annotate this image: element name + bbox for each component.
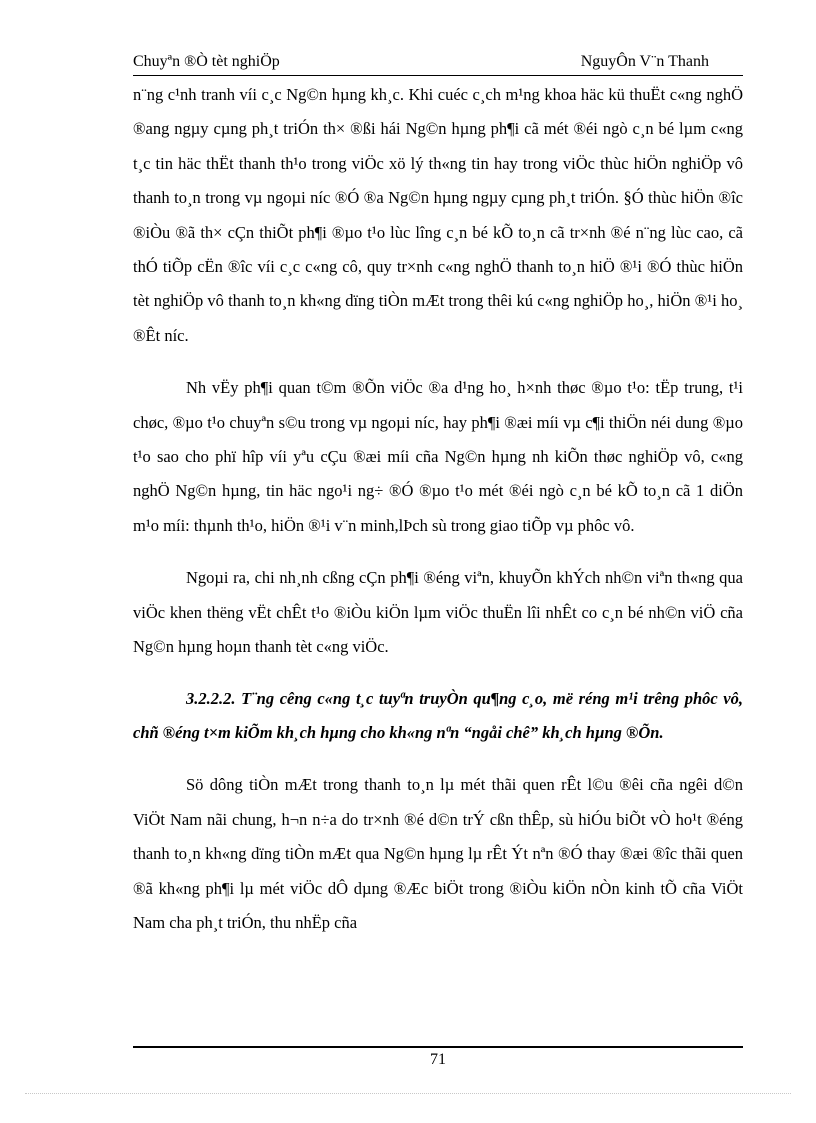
- page-number: 71: [430, 1051, 446, 1068]
- page-bottom-border: [25, 1093, 791, 1094]
- paragraph-1: n¨ng c¹nh tranh víi c¸c Ng©n hµng kh¸c. Khi cuéc c¸ch m¹ng khoa häc kü thuËt c«ng nghÖ ®ang ngµy cµng ph¸t triÓn th× ®ßi hái Ng©n hµng ph¶i cã mét ®éi ngò c¸n bé lµm c«ng t¸c tin häc thËt thanh th¹o trong viÖc xö lý th«ng tin hay trong viÖc thùc hiÖn nghiÖp vô thanh to¸n trong vµ ngoµi níc ®Ó ®a Ng©n hµng ngµy cµng ph¸t triÓn. §Ó thùc hiÖn ®îc ®iÒu ®ã th× cÇn thiÕt ph¶i ®µo t¹o lùc lîng c¸n bé kÕ to¸n cã tr×nh ®é n¨ng lùc cao, cã thÓ tiÕp cËn ®îc víi c¸c c«ng cô, quy tr×nh c«ng nghÖ thanh to¸n hiÖ ®¹i ®Ó thùc hiÖn tèt nghiÖp vô thanh to¸n kh«ng dïng tiÒn mÆt trong thêi kú c«ng nghiÖp ho¸, hiÖn ®¹i ho¸ ®Êt níc.: [133, 85, 743, 345]
- section-heading-3-2-2-2: 3.2.2.2. T¨ng cêng c«ng t¸c tuyªn truyÒn qu¶ng c¸o, më réng m¹i trêng phôc vô, chñ ®éng t×m kiÕm kh¸ch hµng cho kh«ng nªn “ngåi chê” kh¸ch hµng ®Õn.: [133, 688, 743, 742]
- paragraph-3: Ngoµi ra, chi nh¸nh cßng cÇn ph¶i ®éng viªn, khuyÕn khÝch nh©n viªn th«ng qua viÖc khen thëng vËt chÊt t¹o ®iÒu kiÖn lµm viÖc thuËn lîi nhÊt co c¸n bé nh©n viÖ cña Ng©n hµng hoµn thanh tèt c«ng viÖc.: [133, 568, 743, 657]
- body-text: [133, 78, 743, 940]
- header-rule: [133, 75, 743, 76]
- paragraph-4: Sö dông tiÒn mÆt trong thanh to¸n lµ mét thãi quen rÊt l©u ®êi cña ngêi d©n ViÖt Nam nãi chung, h¬n n÷a do tr×nh ®é d©n trÝ cßn thÊp, sù hiÓu biÕt vÒ ho¹t ®éng thanh to¸n kh«ng dïng tiÒn mÆt qua Ng©n hµng lµ rÊt Ýt nªn ®Ó thay ®æi ®îc thãi quen ®ã kh«ng ph¶i lµ mét viÖc dÔ dµng ®Æc biÖt trong ®iÒu kiÖn nÒn kinh tÕ cña ViÖt Nam cha ph¸t triÓn, thu nhËp cña: [133, 775, 743, 932]
- paragraph-2: Nh vËy ph¶i quan t©m ®Õn viÖc ®a d¹ng ho¸ h×nh thøc ®µo t¹o: tËp trung, t¹i chøc, ®µo t¹o chuyªn s©u trong vµ ngoµi níc, hay ph¶i ®æi míi vµ c¶i thiÖn néi dung ®µo t¹o sao cho phï hîp víi yªu cÇu ®æi míi cña Ng©n hµng nh kiÕn thøc nghiÖp vô, c«ng nghÖ Ng©n hµng, tin häc ngo¹i ng÷ ®Ó ®µo t¹o mét ®éi ngò c¸n bé kÕ to¸n cã 1 diÖn m¹o míi: thµnh th¹o, hiÖn ®¹i v¨n minh,lÞch sù trong giao tiÕp vµ phôc vô.: [133, 378, 743, 535]
- header-document-type: Chuyªn ®Ò tèt nghiÖp: [133, 53, 280, 70]
- header-author-name: NguyÔn V¨n Thanh: [580, 53, 709, 70]
- footer-rule: [133, 1046, 743, 1048]
- page-header: [133, 50, 743, 74]
